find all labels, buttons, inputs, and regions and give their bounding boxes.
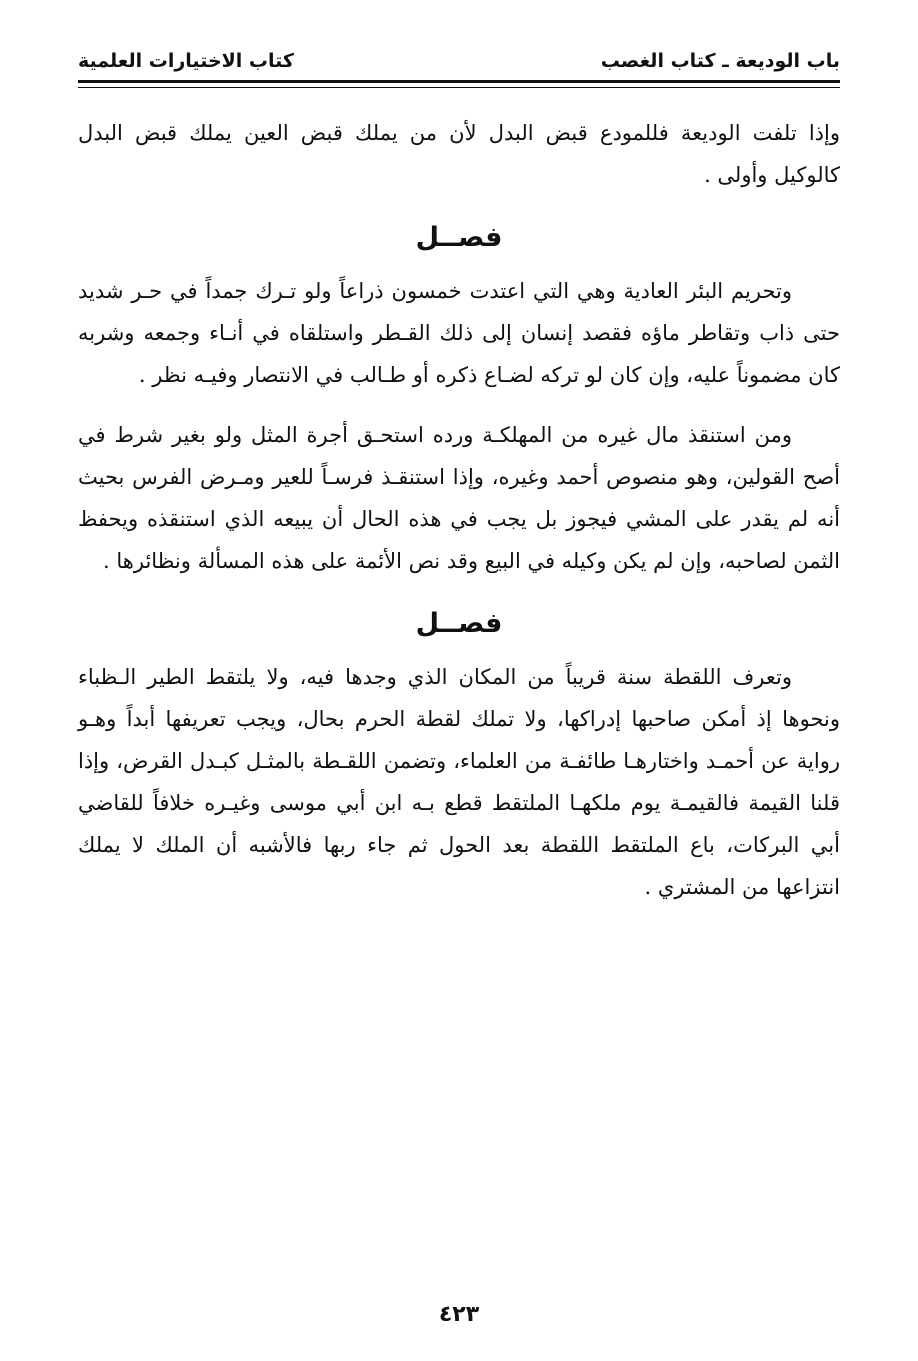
header-rule-thick [78,80,840,83]
header-rule-thin [78,87,840,88]
page-body [78,112,840,908]
paragraph-gap [78,396,840,414]
header-book-title: كتاب الاختيارات العلمية [78,50,294,72]
section1-paragraph-2: ومن استنقذ مال غيره من المهلكـة ورده استحـق أجرة المثل ولو بغير شرط في أصح القولين، وهو منصوص أحمد وغيره، وإذا استنقـذ فرسـاً للعير ومـرض الفرس بحيث أنه لم يقدر على المشي فيجوز بل يجب في هذه الحال أن يبيعه الذي استنقذه ويحفظ الثمن لصاحبه، وإن لم يكن وكيله في البيع وقد نص الأئمة على هذه المسألة ونظائرها . [78,423,840,573]
section1-paragraph-1: وتحريم البئر العادية وهي التي اعتدت خمسون ذراعاً ولو تـرك جمداً في حـر شديد حتى ذاب وتقاطر ماؤه فقصد إنسان إلى ذلك القـطر واستلقاه في أنـاء وجمعه وشربه كان مضموناً عليه، وإن كان لو تركه لضـاع ذكره أو طـالب في الانتصار وفيـه نظر . [78,279,840,387]
section-heading-2: فصــل [415,608,503,639]
section-heading-1: فصــل [415,222,503,253]
header-chapter-title: باب الوديعة ـ كتاب الغصب [600,50,840,72]
running-header [78,46,840,76]
section2-paragraph-1: وتعرف اللقطة سنة قريباً من المكان الذي وجدها فيه، ولا يلتقط الطير الـظباء ونحوها إذ أمكن صاحبها إدراكها، ولا تملك لقطة الحرم بحال، ويجب تعريفها أبداً وهـو رواية عن أحمـد واختارهـا طائفـة من العلماء، وتضمن اللقـطة بالمثـل كبـدل القرض، وإذا قلنا القيمة فالقيمـة يوم ملكهـا الملتقط قطع بـه ابن أبي موسى وغيـره خلافاً للقاضي أبي البركات، باع الملتقط اللقطة بعد الحول ثم جاء ربها فالأشبه أن الملك لا يملك انتزاعها من المشتري . [78,665,840,899]
page-number: ٤٢٣ [438,1302,480,1327]
opening-paragraph: وإذا تلفت الوديعة فللمودع قبض البدل لأن من يملك قبض العين يملك قبض البدل كالوكيل وأولى . [78,121,840,187]
